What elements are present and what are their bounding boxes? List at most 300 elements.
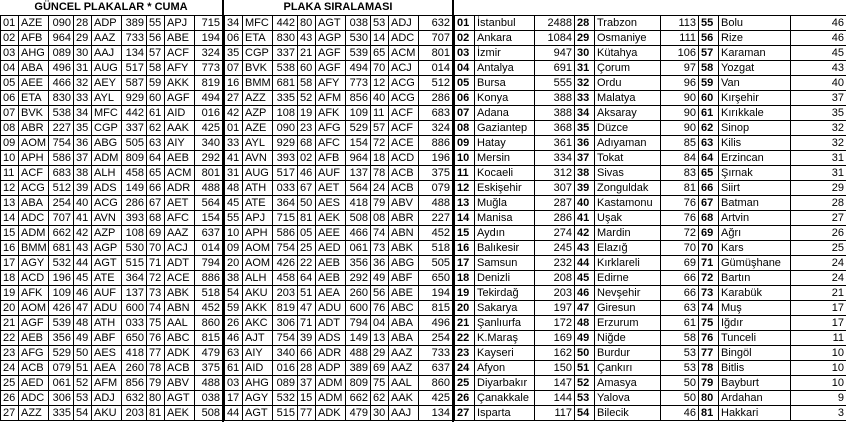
city-name-cell[interactable]: Şırnak [719,166,791,181]
plate-letters-cell[interactable]: AOM [19,136,49,151]
city-code-cell[interactable]: 66 [298,346,316,361]
plate-number-cell[interactable]: 964 [49,31,74,46]
rank-cell[interactable]: 06 [455,91,475,106]
city-code-cell[interactable]: 26 [225,316,243,331]
city-code-cell[interactable]: 18 [1,271,19,286]
plate-number-cell[interactable]: 830 [273,31,298,46]
plate-number-cell[interactable]: 196 [49,271,74,286]
plate-number-cell[interactable]: 529 [49,346,74,361]
rank-cell[interactable]: 49 [575,331,595,346]
city-code-cell[interactable]: 75 [147,316,165,331]
plate-letters-cell[interactable]: AKK [165,76,195,91]
city-code-cell[interactable]: 75 [371,376,389,391]
plate-letters-cell[interactable]: AFG [19,346,49,361]
plate-letters-cell[interactable]: ACJ [389,61,419,76]
count-cell[interactable]: 40 [791,76,846,91]
plate-letters-cell[interactable]: AEK [165,406,195,421]
plate-number-cell[interactable]: 715 [195,16,223,31]
plate-number-cell[interactable]: 479 [346,406,371,421]
city-code-cell[interactable]: 33 [74,91,92,106]
plate-letters-cell[interactable]: ADT [165,256,195,271]
plate-letters-cell[interactable]: ADU [316,301,346,316]
plate-number-cell[interactable]: 632 [419,16,453,31]
city-code-cell[interactable]: 25 [298,241,316,256]
plate-number-cell[interactable]: 964 [346,151,371,166]
city-name-cell[interactable]: Ordu [595,76,661,91]
plate-number-cell[interactable]: 632 [122,391,147,406]
plate-letters-cell[interactable]: ACG [389,76,419,91]
city-name-cell[interactable]: Kars [719,241,791,256]
city-name-cell[interactable]: Rize [719,31,791,46]
plate-letters-cell[interactable]: AUG [243,166,273,181]
city-name-cell[interactable]: Sakarya [475,301,535,316]
plate-letters-cell[interactable]: ACG [92,196,122,211]
count-cell[interactable]: 97 [661,61,699,76]
plate-number-cell[interactable]: 254 [49,196,74,211]
rank-cell[interactable]: 43 [575,241,595,256]
plate-number-cell[interactable]: 340 [195,136,223,151]
rank-cell[interactable]: 16 [455,241,475,256]
city-code-cell[interactable]: 81 [298,211,316,226]
plate-letters-cell[interactable]: ACG [389,91,419,106]
plate-number-cell[interactable]: 016 [273,361,298,376]
city-name-cell[interactable]: Zonguldak [595,181,661,196]
city-code-cell[interactable]: 07 [225,61,243,76]
plate-number-cell[interactable]: 586 [49,151,74,166]
city-code-cell[interactable]: 47 [74,301,92,316]
plate-letters-cell[interactable]: BMM [19,241,49,256]
city-code-cell[interactable]: 23 [1,346,19,361]
city-name-cell[interactable]: Bolu [719,16,791,31]
plate-letters-cell[interactable]: ABR [19,121,49,136]
city-name-cell[interactable]: Bursa [475,76,535,91]
plate-letters-cell[interactable]: AKU [92,406,122,421]
plate-letters-cell[interactable]: ABA [389,316,419,331]
plate-number-cell[interactable]: 335 [49,406,74,421]
rank-cell[interactable]: 66 [699,181,719,196]
count-cell[interactable]: 53 [661,346,699,361]
city-name-cell[interactable]: Aydın [475,226,535,241]
count-cell[interactable]: 90 [661,91,699,106]
plate-letters-cell[interactable]: AUG [92,61,122,76]
plate-letters-cell[interactable]: ETA [243,31,273,46]
city-code-cell[interactable]: 50 [298,196,316,211]
plate-letters-cell[interactable]: AGF [19,316,49,331]
rank-cell[interactable]: 02 [455,31,475,46]
rank-cell[interactable]: 01 [455,16,475,31]
plate-number-cell[interactable]: 683 [49,166,74,181]
city-code-cell[interactable]: 28 [298,361,316,376]
city-code-cell[interactable]: 16 [1,241,19,256]
rank-cell[interactable]: 15 [455,226,475,241]
plate-number-cell[interactable]: 038 [346,16,371,31]
rank-cell[interactable]: 19 [455,286,475,301]
city-code-cell[interactable]: 51 [74,361,92,376]
plate-letters-cell[interactable]: AZZ [243,91,273,106]
rank-cell[interactable]: 27 [455,406,475,421]
plate-number-cell[interactable]: 389 [346,361,371,376]
plate-number-cell[interactable]: 134 [122,46,147,61]
plate-letters-cell[interactable]: AOM [243,256,273,271]
city-code-cell[interactable]: 07 [1,106,19,121]
city-code-cell[interactable]: 29 [371,346,389,361]
city-code-cell[interactable]: 77 [147,346,165,361]
city-code-cell[interactable]: 57 [371,121,389,136]
city-code-cell[interactable]: 74 [371,226,389,241]
plate-number-cell[interactable]: 227 [49,121,74,136]
plate-letters-cell[interactable]: AUF [92,286,122,301]
plate-number-cell[interactable]: 014 [419,61,453,76]
plate-number-cell[interactable]: 801 [419,46,453,61]
plate-number-cell[interactable]: 681 [49,241,74,256]
plate-number-cell[interactable]: 286 [419,91,453,106]
plate-number-cell[interactable]: 494 [346,61,371,76]
rank-cell[interactable]: 24 [455,361,475,376]
plate-number-cell[interactable]: 292 [346,271,371,286]
plate-number-cell[interactable]: 650 [419,271,453,286]
plate-number-cell[interactable]: 505 [419,256,453,271]
city-name-cell[interactable]: Sivas [595,166,661,181]
city-code-cell[interactable]: 10 [1,151,19,166]
count-cell[interactable]: 27 [791,211,846,226]
plate-number-cell[interactable]: 496 [419,316,453,331]
city-name-cell[interactable]: Nevşehir [595,286,661,301]
plate-number-cell[interactable]: 452 [419,226,453,241]
plate-number-cell[interactable]: 860 [195,316,223,331]
plate-letters-cell[interactable]: ABA [19,61,49,76]
plate-number-cell[interactable]: 773 [195,61,223,76]
city-code-cell[interactable]: 46 [74,286,92,301]
count-cell[interactable]: 245 [535,241,575,256]
city-name-cell[interactable]: Kırşehir [719,91,791,106]
city-name-cell[interactable]: Hatay [475,136,535,151]
city-code-cell[interactable]: 04 [371,316,389,331]
city-name-cell[interactable]: K.Maraş [475,331,535,346]
plate-letters-cell[interactable]: AGY [19,256,49,271]
city-code-cell[interactable]: 67 [298,181,316,196]
city-code-cell[interactable]: 39 [298,331,316,346]
city-code-cell[interactable]: 36 [371,256,389,271]
city-code-cell[interactable]: 27 [225,91,243,106]
rank-cell[interactable]: 46 [575,286,595,301]
plate-letters-cell[interactable]: APH [243,226,273,241]
city-code-cell[interactable]: 14 [1,211,19,226]
plate-letters-cell[interactable]: BVK [19,106,49,121]
plate-letters-cell[interactable]: AEB [19,331,49,346]
count-cell[interactable]: 29 [791,181,846,196]
city-code-cell[interactable]: 20 [225,256,243,271]
plate-number-cell[interactable]: 061 [49,376,74,391]
plate-number-cell[interactable]: 418 [346,196,371,211]
city-code-cell[interactable]: 66 [147,181,165,196]
rank-cell[interactable]: 34 [575,106,595,121]
rank-cell[interactable]: 14 [455,211,475,226]
city-code-cell[interactable]: 42 [74,226,92,241]
plate-number-cell[interactable]: 564 [195,196,223,211]
plate-letters-cell[interactable]: ACB [389,166,419,181]
plate-letters-cell[interactable]: AAJ [92,46,122,61]
city-code-cell[interactable]: 65 [371,46,389,61]
plate-number-cell[interactable]: 488 [346,346,371,361]
city-code-cell[interactable]: 19 [1,286,19,301]
plate-number-cell[interactable]: 466 [49,76,74,91]
city-code-cell[interactable]: 08 [1,121,19,136]
city-code-cell[interactable]: 45 [74,271,92,286]
rank-cell[interactable]: 52 [575,376,595,391]
plate-letters-cell[interactable]: ACB [19,361,49,376]
rank-cell[interactable]: 36 [575,136,595,151]
rank-cell[interactable]: 55 [699,16,719,31]
rank-cell[interactable]: 33 [575,91,595,106]
plate-number-cell[interactable]: 364 [122,271,147,286]
plate-letters-cell[interactable]: AGY [243,391,273,406]
city-code-cell[interactable]: 41 [225,151,243,166]
rank-cell[interactable]: 25 [455,376,475,391]
city-name-cell[interactable]: Ardahan [719,391,791,406]
city-code-cell[interactable]: 39 [74,181,92,196]
plate-number-cell[interactable]: 505 [122,136,147,151]
plate-letters-cell[interactable]: AGP [92,241,122,256]
plate-letters-cell[interactable]: AGF [316,46,346,61]
count-cell[interactable]: 46 [661,406,699,421]
city-code-cell[interactable]: 28 [74,16,92,31]
city-code-cell[interactable]: 02 [1,31,19,46]
city-code-cell[interactable]: 58 [298,76,316,91]
plate-letters-cell[interactable]: ABN [389,226,419,241]
plate-letters-cell[interactable]: ADR [165,181,195,196]
city-name-cell[interactable]: Adana [475,106,535,121]
plate-number-cell[interactable]: 109 [346,106,371,121]
plate-letters-cell[interactable]: AEE [19,76,49,91]
rank-cell[interactable]: 60 [699,91,719,106]
city-name-cell[interactable]: Düzce [595,121,661,136]
plate-number-cell[interactable]: 137 [122,286,147,301]
plate-letters-cell[interactable]: AIY [243,346,273,361]
city-code-cell[interactable]: 79 [147,376,165,391]
city-code-cell[interactable]: 04 [1,61,19,76]
city-code-cell[interactable]: 70 [147,241,165,256]
plate-letters-cell[interactable]: ACM [165,166,195,181]
plate-number-cell[interactable]: 458 [273,271,298,286]
rank-cell[interactable]: 08 [455,121,475,136]
plate-number-cell[interactable]: 324 [419,121,453,136]
city-name-cell[interactable]: Elazığ [595,241,661,256]
rank-cell[interactable]: 30 [575,46,595,61]
city-code-cell[interactable]: 63 [147,136,165,151]
rank-cell[interactable]: 18 [455,271,475,286]
city-code-cell[interactable]: 31 [74,61,92,76]
count-cell[interactable]: 286 [535,211,575,226]
city-code-cell[interactable]: 27 [1,406,19,421]
city-code-cell[interactable]: 12 [1,181,19,196]
city-code-cell[interactable]: 73 [371,241,389,256]
plate-letters-cell[interactable]: ABE [389,286,419,301]
rank-cell[interactable]: 65 [699,166,719,181]
plate-number-cell[interactable]: 587 [122,76,147,91]
plate-letters-cell[interactable]: AUF [316,166,346,181]
plate-number-cell[interactable]: 929 [273,136,298,151]
plate-letters-cell[interactable]: AZE [243,121,273,136]
plate-number-cell[interactable]: 375 [419,166,453,181]
count-cell[interactable]: 83 [661,166,699,181]
plate-number-cell[interactable]: 532 [49,256,74,271]
plate-letters-cell[interactable]: AGT [92,256,122,271]
count-cell[interactable]: 66 [661,286,699,301]
plate-letters-cell[interactable]: AIY [165,136,195,151]
count-cell[interactable]: 11 [791,331,846,346]
rank-cell[interactable]: 56 [699,31,719,46]
city-code-cell[interactable]: 22 [298,256,316,271]
plate-letters-cell[interactable]: ADM [19,226,49,241]
plate-letters-cell[interactable]: AFC [165,211,195,226]
plate-letters-cell[interactable]: MFC [243,16,273,31]
count-cell[interactable]: 85 [661,136,699,151]
rank-cell[interactable]: 05 [455,76,475,91]
rank-cell[interactable]: 29 [575,31,595,46]
city-code-cell[interactable]: 15 [298,391,316,406]
city-name-cell[interactable]: Erzurum [595,316,661,331]
rank-cell[interactable]: 79 [699,376,719,391]
city-name-cell[interactable]: Ağrı [719,226,791,241]
plate-number-cell[interactable]: 375 [195,361,223,376]
plate-letters-cell[interactable]: ADM [92,151,122,166]
plate-letters-cell[interactable]: ACF [389,121,419,136]
plate-number-cell[interactable]: 538 [273,61,298,76]
plate-letters-cell[interactable]: ABA [389,331,419,346]
count-cell[interactable]: 169 [535,331,575,346]
count-cell[interactable]: 388 [535,106,575,121]
city-code-cell[interactable]: 72 [147,271,165,286]
plate-letters-cell[interactable]: ABF [389,271,419,286]
city-code-cell[interactable]: 43 [74,241,92,256]
plate-letters-cell[interactable]: AFY [165,61,195,76]
plate-number-cell[interactable]: 488 [195,376,223,391]
city-name-cell[interactable]: Hakkari [719,406,791,421]
city-name-cell[interactable]: Giresun [595,301,661,316]
city-code-cell[interactable]: 43 [298,31,316,46]
city-code-cell[interactable]: 62 [147,121,165,136]
count-cell[interactable]: 10 [791,376,846,391]
count-cell[interactable]: 28 [791,196,846,211]
plate-number-cell[interactable]: 538 [49,106,74,121]
city-code-cell[interactable]: 65 [147,166,165,181]
rank-cell[interactable]: 12 [455,181,475,196]
plate-letters-cell[interactable]: AKC [243,316,273,331]
plate-number-cell[interactable]: 149 [346,331,371,346]
plate-letters-cell[interactable]: AYL [243,136,273,151]
plate-number-cell[interactable]: 194 [419,286,453,301]
city-code-cell[interactable]: 15 [1,226,19,241]
count-cell[interactable]: 24 [791,271,846,286]
plate-number-cell[interactable]: 886 [419,136,453,151]
rank-cell[interactable]: 77 [699,346,719,361]
plate-number-cell[interactable]: 518 [195,286,223,301]
count-cell[interactable]: 334 [535,151,575,166]
rank-cell[interactable]: 10 [455,151,475,166]
city-code-cell[interactable]: 53 [74,391,92,406]
plate-letters-cell[interactable]: ACG [19,181,49,196]
city-name-cell[interactable]: Bilecik [595,406,661,421]
plate-letters-cell[interactable]: ATE [243,196,273,211]
plate-letters-cell[interactable]: AJT [243,331,273,346]
plate-number-cell[interactable]: 637 [195,226,223,241]
city-code-cell[interactable]: 59 [225,301,243,316]
city-code-cell[interactable]: 17 [225,391,243,406]
plate-letters-cell[interactable]: AZP [92,226,122,241]
plate-number-cell[interactable]: 137 [346,166,371,181]
city-name-cell[interactable]: Gümüşhane [719,256,791,271]
plate-number-cell[interactable]: 109 [49,286,74,301]
plate-number-cell[interactable]: 929 [122,91,147,106]
city-code-cell[interactable]: 57 [147,46,165,61]
plate-letters-cell[interactable]: ADK [316,406,346,421]
rank-cell[interactable]: 72 [699,271,719,286]
plate-number-cell[interactable]: 016 [195,106,223,121]
plate-letters-cell[interactable]: AEB [316,271,346,286]
city-name-cell[interactable]: Kilis [719,136,791,151]
city-name-cell[interactable]: Kayseri [475,346,535,361]
plate-letters-cell[interactable]: ABV [165,376,195,391]
count-cell[interactable]: 21 [791,286,846,301]
city-code-cell[interactable]: 08 [371,211,389,226]
city-code-cell[interactable]: 25 [1,376,19,391]
plate-letters-cell[interactable]: ABA [19,196,49,211]
city-name-cell[interactable]: Afyon [475,361,535,376]
plate-letters-cell[interactable]: ACB [389,181,419,196]
city-name-cell[interactable]: Şanlıurfa [475,316,535,331]
plate-number-cell[interactable]: 637 [419,361,453,376]
plate-number-cell[interactable]: 418 [122,346,147,361]
plate-number-cell[interactable]: 033 [122,316,147,331]
plate-number-cell[interactable]: 194 [195,31,223,46]
plate-number-cell[interactable]: 496 [49,61,74,76]
city-code-cell[interactable]: 62 [371,391,389,406]
plate-letters-cell[interactable]: ADT [316,316,346,331]
plate-number-cell[interactable]: 306 [49,391,74,406]
plate-letters-cell[interactable]: ADP [92,16,122,31]
city-code-cell[interactable]: 40 [371,91,389,106]
plate-letters-cell[interactable]: AHG [243,376,273,391]
rank-cell[interactable]: 09 [455,136,475,151]
plate-number-cell[interactable]: 089 [49,46,74,61]
city-name-cell[interactable]: Amasya [595,376,661,391]
plate-number-cell[interactable]: 815 [195,331,223,346]
rank-cell[interactable]: 26 [455,391,475,406]
count-cell[interactable]: 76 [661,211,699,226]
city-name-cell[interactable]: Konya [475,91,535,106]
plate-letters-cell[interactable]: AKK [243,301,273,316]
plate-number-cell[interactable]: 530 [122,241,147,256]
plate-number-cell[interactable]: 154 [346,136,371,151]
city-name-cell[interactable]: Van [719,76,791,91]
rank-cell[interactable]: 39 [575,181,595,196]
plate-letters-cell[interactable]: AFK [19,286,49,301]
plate-letters-cell[interactable]: AEB [165,151,195,166]
rank-cell[interactable]: 38 [575,166,595,181]
city-code-cell[interactable]: 38 [225,271,243,286]
plate-number-cell[interactable]: 425 [195,121,223,136]
plate-number-cell[interactable]: 079 [419,181,453,196]
city-name-cell[interactable]: Kastamonu [595,196,661,211]
count-cell[interactable]: 117 [535,406,575,421]
plate-number-cell[interactable]: 452 [195,301,223,316]
plate-letters-cell[interactable]: AAZ [92,31,122,46]
city-name-cell[interactable]: Karaman [719,46,791,61]
city-name-cell[interactable]: Isparta [475,406,535,421]
city-name-cell[interactable]: Tunceli [719,331,791,346]
plate-letters-cell[interactable]: MFC [92,106,122,121]
count-cell[interactable]: 172 [535,316,575,331]
